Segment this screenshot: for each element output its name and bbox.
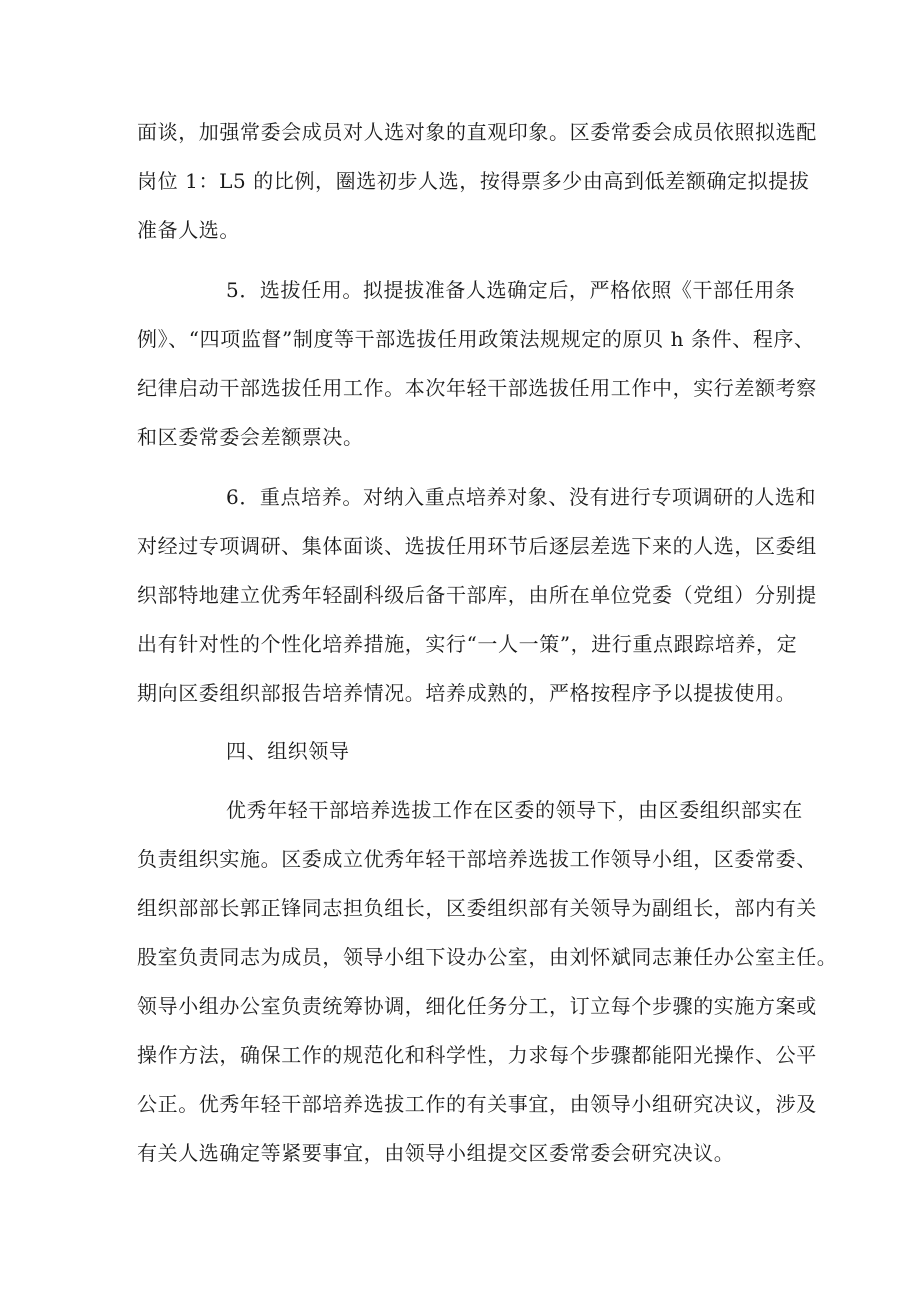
text-line: 期向区委组织部报告培养情况。培养成熟的，严格按程序予以提拔使用。 <box>137 681 797 705</box>
text-line: 对经过专项调研、集体面谈、选拔任用环节后逐层差选下来的人选，区委组 <box>137 534 817 558</box>
text-line: 例》、“四项监督”制度等干部选拔任用政策法规规定的原贝 h 条件、程序、 <box>137 327 815 351</box>
text-line: 有关人选确定等紧要事宜，由领导小组提交区委常委会研究决议。 <box>137 1141 735 1165</box>
text-line: 领导小组办公室负责统筹协调，细化任务分工，订立每个步骤的实施方案或 <box>137 994 817 1018</box>
text-line: 组织部部长郭正锋同志担负组长，区委组织部有关领导为副组长，部内有关 <box>137 896 817 920</box>
text-line: 优秀年轻干部培养选拔工作在区委的领导下，由区委组织部实在 <box>226 798 803 822</box>
text-line: 岗位 1：L5 的比例，圈选初步人选，按得票多少由高到低差额确定拟提拔 <box>137 169 810 193</box>
text-line: 面谈，加强常委会成员对人选对象的直观印象。区委常委会成员依照拟选配 <box>137 120 817 144</box>
text-line: 5．选拔任用。拟提拔准备人选确定后，严格依照《干部任用条 <box>226 278 796 302</box>
text-line: 操作方法，确保工作的规范化和科学性，力求每个步骤都能阳光操作、公平 <box>137 1043 817 1067</box>
text-line: 股室负责同志为成员，领导小组下设办公室，由刘怀斌同志兼任办公室主任。 <box>137 945 838 969</box>
text-line: 准备人选。 <box>137 218 240 242</box>
text-line: 负责组织实施。区委成立优秀年轻干部培养选拔工作领导小组，区委常委、 <box>137 847 817 871</box>
text-line: 公正。优秀年轻干部培养选拔工作的有关事宜，由领导小组研究决议，涉及 <box>137 1092 817 1116</box>
text-line: 纪律启动干部选拔任用工作。本次年轻干部选拔任用工作中，实行差额考察 <box>137 376 817 400</box>
section-heading: 四、组织领导 <box>226 739 350 763</box>
text-line: 和区委常委会差额票决。 <box>137 425 364 449</box>
text-line: 织部特地建立优秀年轻副科级后备干部库，由所在单位党委（党组）分别提 <box>137 583 817 607</box>
text-line: 6．重点培养。对纳入重点培养对象、没有进行专项调研的人选和 <box>226 485 817 509</box>
text-line: 出有针对性的个性化培养措施，实行“一人一策”，进行重点跟踪培养，定 <box>137 632 798 656</box>
